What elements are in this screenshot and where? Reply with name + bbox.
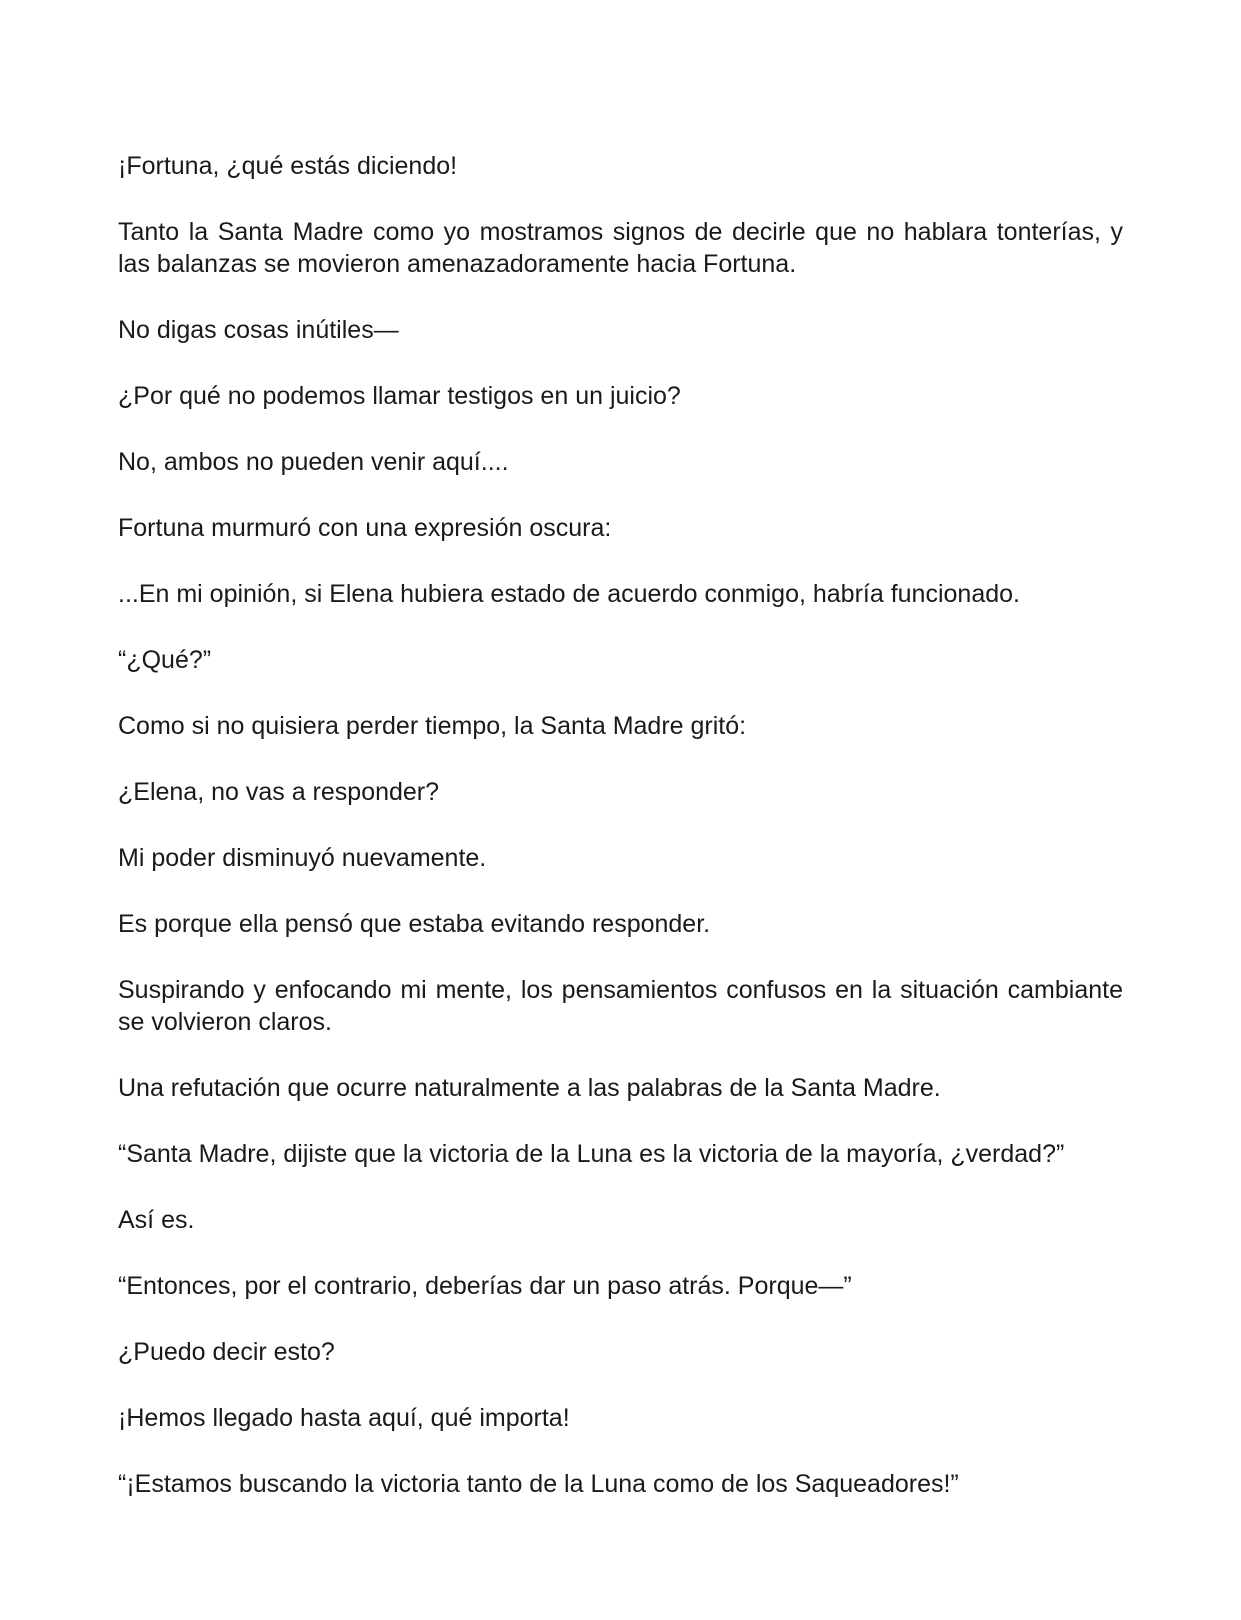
paragraph-15: “Santa Madre, dijiste que la victoria de la Luna es la victoria de la mayoría, ¿verdad?”: [118, 1140, 1065, 1168]
paragraph-3: No digas cosas inútiles—: [118, 316, 399, 344]
paragraph-2: Tanto la Santa Madre como yo mostramos signos de decirle que no hablara tonterías, y las balanzas se movieron amenazadoramente hacia Fortuna.: [118, 218, 1123, 278]
paragraph-12: Es porque ella pensó que estaba evitando responder.: [118, 910, 711, 938]
paragraph-8: “¿Qué?”: [118, 646, 212, 674]
paragraph-10: ¿Elena, no vas a responder?: [118, 778, 440, 806]
paragraph-19: ¡Hemos llegado hasta aquí, qué importa!: [118, 1404, 570, 1432]
paragraph-4: ¿Por qué no podemos llamar testigos en un juicio?: [118, 382, 681, 410]
document-body: [118, 150, 1123, 1534]
paragraph-5: No, ambos no pueden venir aquí....: [118, 448, 509, 476]
paragraph-13: Suspirando y enfocando mi mente, los pensamientos confusos en la situación cambiante se volvieron claros.: [118, 976, 1123, 1036]
paragraph-1: ¡Fortuna, ¿qué estás diciendo!: [118, 152, 458, 180]
paragraph-11: Mi poder disminuyó nuevamente.: [118, 844, 487, 872]
paragraph-20: “¡Estamos buscando la victoria tanto de la Luna como de los Saqueadores!”: [118, 1470, 959, 1498]
paragraph-18: ¿Puedo decir esto?: [118, 1338, 335, 1366]
paragraph-16: Así es.: [118, 1206, 195, 1234]
paragraph-17: “Entonces, por el contrario, deberías dar un paso atrás. Porque—”: [118, 1272, 852, 1300]
paragraph-6: Fortuna murmuró con una expresión oscura:: [118, 514, 612, 542]
paragraph-9: Como si no quisiera perder tiempo, la Santa Madre gritó:: [118, 712, 747, 740]
paragraph-7: ...En mi opinión, si Elena hubiera estado de acuerdo conmigo, habría funcionado.: [118, 580, 1020, 608]
paragraph-14: Una refutación que ocurre naturalmente a las palabras de la Santa Madre.: [118, 1074, 941, 1102]
